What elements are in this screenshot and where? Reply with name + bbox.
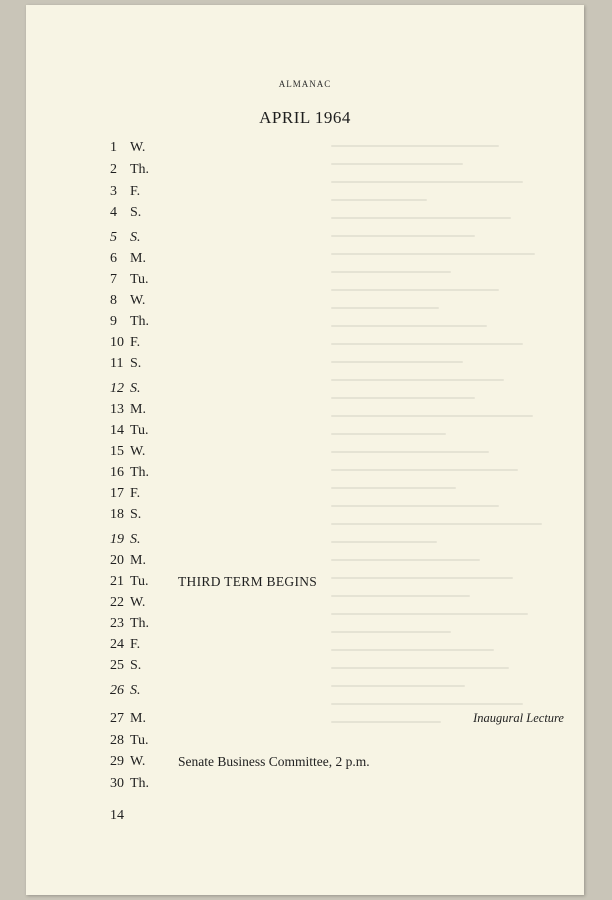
weekday-abbrev: F. bbox=[130, 184, 141, 199]
day-number: 29 bbox=[110, 754, 124, 769]
day-number: 17 bbox=[110, 486, 124, 501]
page-title: APRIL 1964 bbox=[259, 108, 351, 127]
day-number: 20 bbox=[110, 553, 124, 568]
day-number: 10 bbox=[110, 335, 124, 350]
calendar-row bbox=[26, 574, 584, 594]
calendar-row bbox=[26, 162, 584, 182]
day-number: 6 bbox=[110, 251, 117, 266]
weekday-abbrev: S. bbox=[130, 683, 141, 698]
weekday-abbrev: F. bbox=[130, 637, 141, 652]
weekday-abbrev: F. bbox=[130, 335, 141, 350]
calendar-row bbox=[26, 335, 584, 355]
calendar-row bbox=[26, 733, 584, 753]
calendar-row bbox=[26, 637, 584, 657]
weekday-abbrev: Th. bbox=[130, 314, 150, 329]
weekday-abbrev: S. bbox=[130, 658, 142, 673]
calendar-row bbox=[26, 595, 584, 615]
weekday-abbrev: W. bbox=[130, 595, 146, 610]
calendar-row bbox=[26, 251, 584, 271]
day-number: 26 bbox=[110, 683, 124, 698]
calendar-row bbox=[26, 711, 584, 731]
almanac-page bbox=[26, 5, 584, 895]
day-number: 28 bbox=[110, 733, 124, 748]
weekday-abbrev: M. bbox=[130, 711, 146, 726]
calendar-row bbox=[26, 205, 584, 225]
day-number: 24 bbox=[110, 637, 124, 652]
weekday-abbrev: S. bbox=[130, 381, 141, 396]
weekday-abbrev: S. bbox=[130, 356, 142, 371]
day-number: 14 bbox=[110, 423, 124, 438]
calendar-row bbox=[26, 553, 584, 573]
calendar-row bbox=[26, 381, 584, 401]
weekday-abbrev: M. bbox=[130, 402, 146, 417]
weekday-abbrev: Tu. bbox=[130, 574, 149, 589]
calendar-row bbox=[26, 140, 584, 160]
weekday-abbrev: S. bbox=[130, 532, 141, 547]
running-header: ALMANAC bbox=[278, 79, 332, 89]
weekday-abbrev: Th. bbox=[130, 616, 150, 631]
calendar-row bbox=[26, 314, 584, 334]
weekday-abbrev: Th. bbox=[130, 465, 150, 480]
weekday-abbrev: M. bbox=[130, 553, 146, 568]
day-number: 13 bbox=[110, 402, 124, 417]
day-number: 5 bbox=[110, 230, 117, 245]
weekday-abbrev: S. bbox=[130, 230, 141, 245]
calendar-row bbox=[26, 444, 584, 464]
weekday-abbrev: W. bbox=[130, 444, 146, 459]
weekday-abbrev: W. bbox=[130, 754, 146, 769]
day-number: 23 bbox=[110, 616, 124, 631]
calendar-row bbox=[26, 184, 584, 204]
weekday-abbrev: Tu. bbox=[130, 423, 149, 438]
calendar-row bbox=[26, 356, 584, 376]
day-number: 2 bbox=[110, 162, 117, 177]
weekday-abbrev: F. bbox=[130, 486, 141, 501]
day-number: 19 bbox=[110, 532, 124, 547]
day-number: 1 bbox=[110, 140, 117, 155]
calendar-row bbox=[26, 486, 584, 506]
weekday-abbrev: Th. bbox=[130, 162, 150, 177]
calendar-row bbox=[26, 402, 584, 422]
calendar-row bbox=[26, 754, 584, 774]
day-number: 18 bbox=[110, 507, 124, 522]
day-number: 25 bbox=[110, 658, 124, 673]
calendar-row bbox=[26, 658, 584, 678]
weekday-abbrev: Th. bbox=[130, 776, 150, 791]
calendar-row bbox=[26, 293, 584, 313]
day-number: 12 bbox=[110, 381, 124, 396]
weekday-abbrev: W. bbox=[130, 140, 146, 155]
calendar-row bbox=[26, 465, 584, 485]
day-number: 22 bbox=[110, 595, 124, 610]
weekday-abbrev: Tu. bbox=[130, 733, 149, 748]
weekday-abbrev: M. bbox=[130, 251, 146, 266]
weekday-abbrev: S. bbox=[130, 205, 142, 220]
weekday-abbrev: W. bbox=[130, 293, 146, 308]
weekday-abbrev: S. bbox=[130, 507, 142, 522]
calendar-row bbox=[26, 532, 584, 552]
day-number: 27 bbox=[110, 711, 124, 726]
calendar-row bbox=[26, 272, 584, 292]
calendar-row bbox=[26, 683, 584, 703]
event-note: Inaugural Lecture bbox=[473, 711, 564, 725]
weekday-abbrev: Tu. bbox=[130, 272, 149, 287]
day-number: 30 bbox=[110, 776, 124, 791]
day-number: 3 bbox=[110, 184, 117, 199]
day-number: 21 bbox=[110, 574, 124, 589]
event-text: THIRD TERM BEGINS bbox=[178, 574, 318, 589]
day-number: 4 bbox=[110, 205, 117, 220]
calendar-row bbox=[26, 230, 584, 250]
day-number: 15 bbox=[110, 444, 124, 459]
day-number: 11 bbox=[110, 356, 124, 371]
event-text: Senate Business Committee, 2 p.m. bbox=[178, 754, 370, 769]
day-number: 9 bbox=[110, 314, 117, 329]
page-number: 14 bbox=[110, 808, 124, 823]
day-number: 16 bbox=[110, 465, 124, 480]
calendar-row bbox=[26, 776, 584, 796]
calendar-row bbox=[26, 616, 584, 636]
calendar-row bbox=[26, 423, 584, 443]
day-number: 8 bbox=[110, 293, 117, 308]
calendar-row bbox=[26, 507, 584, 527]
day-number: 7 bbox=[110, 272, 117, 287]
